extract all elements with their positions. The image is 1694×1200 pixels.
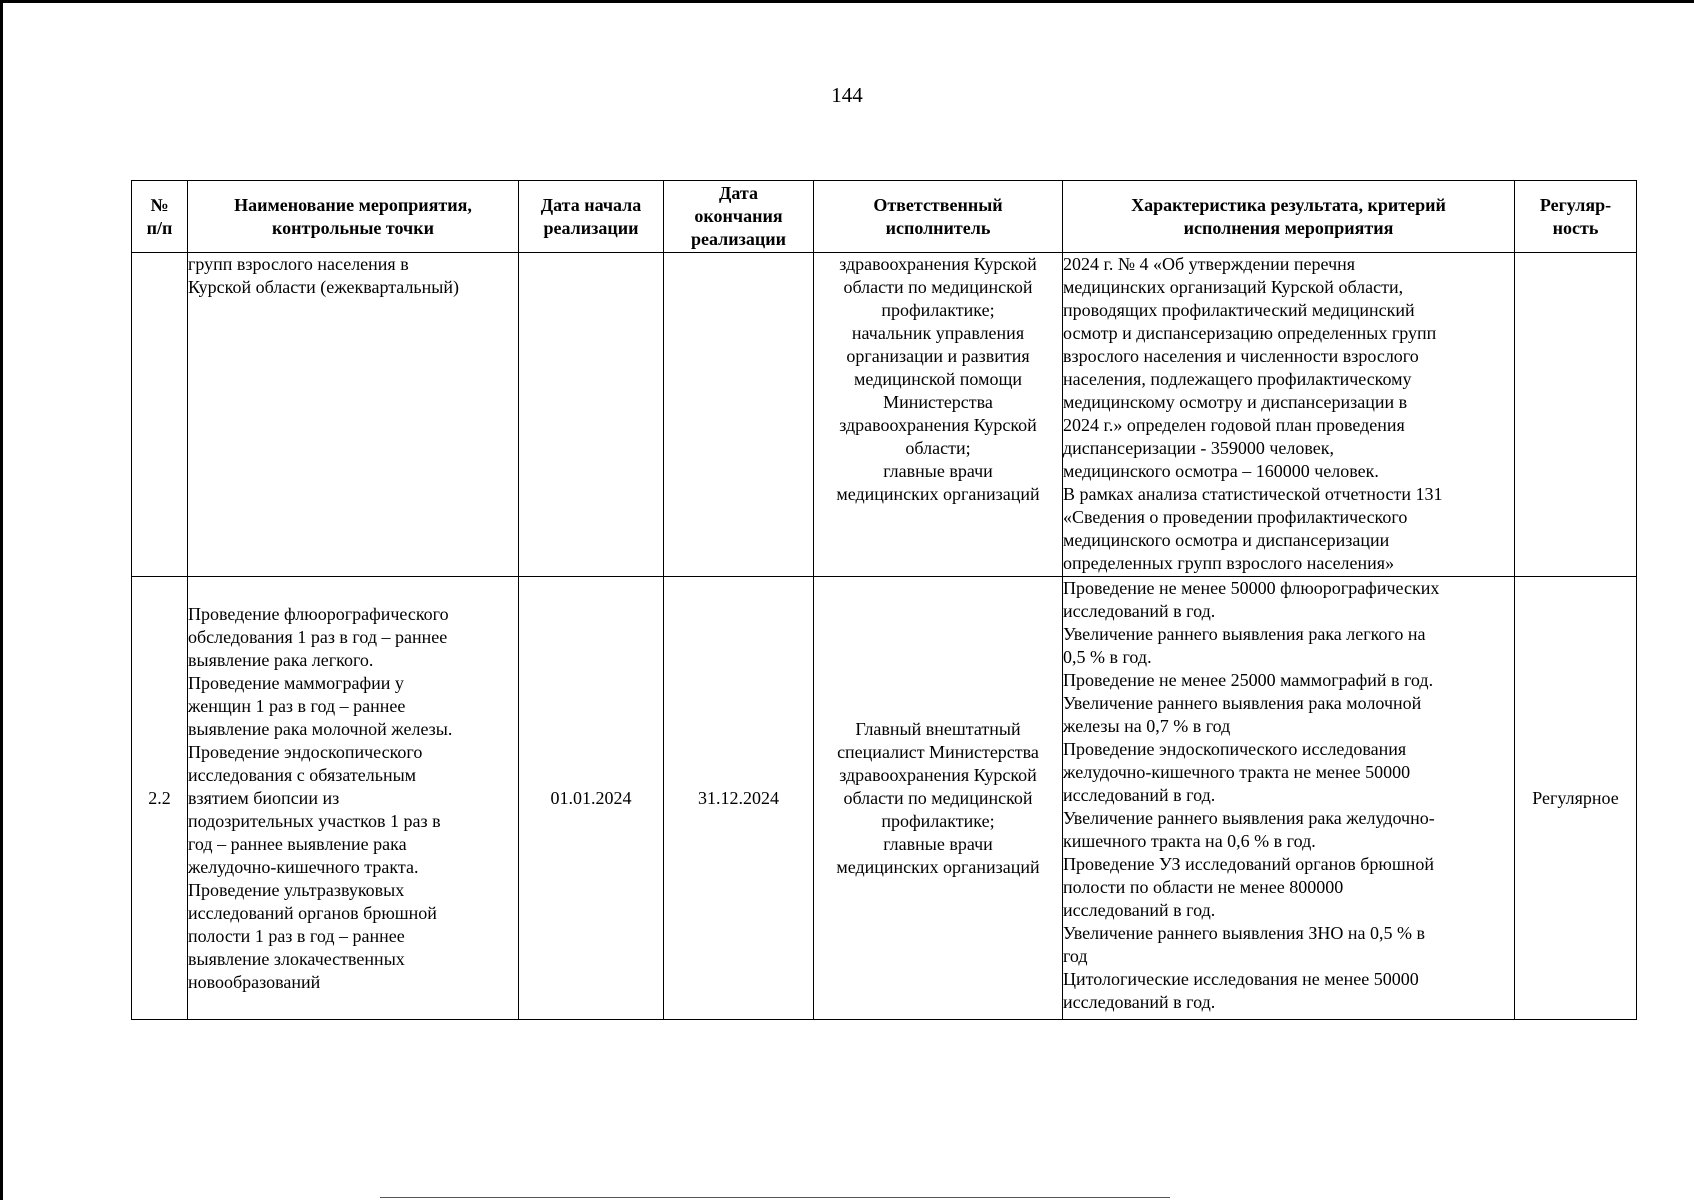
header-result <box>1063 181 1515 253</box>
text-line: здравоохранения Курской <box>839 764 1037 785</box>
text-line: медицинской помощи <box>854 369 1022 389</box>
text-line: Характеристика результата, критерий <box>1131 194 1446 215</box>
text-line: Увеличение раннего выявления рака легкого на <box>1063 624 1426 644</box>
text-line: выявление рака молочной железы. <box>188 718 453 739</box>
text-line: исследований в год. <box>1063 900 1216 920</box>
text-line: профилактике; <box>881 810 995 831</box>
text-line: диспансеризации - 359000 человек, <box>1063 438 1335 458</box>
text-line: новообразований <box>188 971 321 992</box>
header-executor <box>814 181 1063 253</box>
text-line: главные врачи <box>883 833 993 854</box>
text-line: Дата <box>719 183 758 203</box>
text-line: п/п <box>146 217 173 238</box>
text-line: Проведение не менее 50000 флюорографических <box>1063 578 1440 598</box>
text-line: желудочно-кишечного тракта. <box>188 856 419 877</box>
text-line: медицинских организаций Курской области, <box>1063 277 1404 297</box>
text-line: исполнитель <box>885 217 991 238</box>
text-line: специалист Министерства <box>837 741 1039 762</box>
text-line: Ответственный <box>873 194 1003 215</box>
row-start-date <box>519 253 664 577</box>
header-end-date <box>664 181 814 253</box>
scan-border-top <box>0 0 1694 3</box>
text-line: окончания <box>694 206 783 226</box>
row-result <box>1063 253 1515 577</box>
text-line: кишечного тракта на 0,6 % в год. <box>1063 831 1316 851</box>
text-line: исследования с обязательным <box>188 764 417 785</box>
row-name <box>188 253 519 577</box>
text-line: выявление рака легкого. <box>188 649 374 670</box>
text-line: Регуляр- <box>1539 194 1612 215</box>
text-line: В рамках анализа статистической отчетности 131 <box>1063 484 1443 504</box>
text-line: Увеличение раннего выявления рака желудочно- <box>1063 808 1435 828</box>
text-line: контрольные точки <box>272 217 434 238</box>
row-end-date: 31.12.2024 <box>664 577 814 1020</box>
text-line: 2024 г.» определен годовой план проведения <box>1063 415 1405 435</box>
header-start-date <box>519 181 664 253</box>
text-line: главные врачи <box>883 461 993 481</box>
text-line: медицинских организаций <box>836 484 1040 504</box>
text-line: полости 1 раз в год – раннее <box>188 925 405 946</box>
text-line: исследований в год. <box>1063 992 1216 1012</box>
row-end-date <box>664 253 814 577</box>
measures-table <box>131 180 1637 1020</box>
text-line: ность <box>1552 217 1599 238</box>
text-line: медицинских организаций <box>836 856 1040 877</box>
table-header-row <box>132 181 1637 253</box>
text-line: Цитологические исследования не менее 50000 <box>1063 969 1419 989</box>
text-line: исследований в год. <box>1063 601 1216 621</box>
text-line: год – раннее выявление рака <box>188 833 407 854</box>
text-line: обследования 1 раз в год – раннее <box>188 626 448 647</box>
text-line: медицинского осмотра и диспансеризации <box>1063 530 1390 550</box>
text-line: Курской области (ежеквартальный) <box>188 277 459 297</box>
row-executor <box>814 577 1063 1020</box>
header-name <box>188 181 519 253</box>
text-line: Дата начала <box>540 194 642 215</box>
text-line: области по медицинской <box>843 787 1033 808</box>
text-line: Проведение УЗ исследований органов брюшной <box>1063 854 1434 874</box>
text-line: Увеличение раннего выявления рака молочной <box>1063 693 1422 713</box>
text-line: 2024 г. № 4 «Об утверждении перечня <box>1063 254 1356 274</box>
text-line: реализации <box>543 217 639 238</box>
text-line: определенных групп взрослого населения» <box>1063 553 1395 573</box>
text-line: медицинского осмотра – 160000 человек. <box>1063 461 1379 481</box>
text-line: год <box>1063 946 1088 966</box>
text-line: Проведение эндоскопического <box>188 741 423 762</box>
text-line: взрослого населения и численности взрослого <box>1063 346 1419 366</box>
text-line: Проведение эндоскопического исследования <box>1063 739 1407 759</box>
row-num <box>132 253 188 577</box>
row-regularity: Регулярное <box>1515 577 1637 1020</box>
text-line: медицинскому осмотру и диспансеризации в <box>1063 392 1408 412</box>
text-line: «Сведения о проведении профилактического <box>1063 507 1408 527</box>
table-row <box>132 577 1637 1020</box>
text-line: профилактике; <box>881 300 995 320</box>
text-line: области по медицинской <box>843 277 1033 297</box>
text-line: Увеличение раннего выявления ЗНО на 0,5 % в <box>1063 923 1425 943</box>
text-line: Проведение маммографии у <box>188 672 404 693</box>
text-line: исполнения мероприятия <box>1183 217 1394 238</box>
row-num: 2.2 <box>132 577 188 1020</box>
text-line: здравоохранения Курской <box>839 254 1037 274</box>
scan-border-left <box>0 0 3 1200</box>
text-line: Проведение флюорографического <box>188 603 449 624</box>
text-line: исследований органов брюшной <box>188 902 437 923</box>
text-line: взятием биопсии из <box>188 787 340 808</box>
row-start-date: 01.01.2024 <box>519 577 664 1020</box>
text-line: 0,5 % в год. <box>1063 647 1152 667</box>
text-line: групп взрослого населения в <box>188 254 409 274</box>
text-line: Наименование мероприятия, <box>234 194 472 215</box>
text-line: исследований в год. <box>1063 785 1216 805</box>
text-line: полости по области не менее 800000 <box>1063 877 1344 897</box>
text-line: реализации <box>691 229 786 249</box>
text-line: железы на 0,7 % в год <box>1063 716 1231 736</box>
text-line: выявление злокачественных <box>188 948 405 969</box>
text-line: начальник управления <box>851 323 1025 343</box>
text-line: женщин 1 раз в год – раннее <box>188 695 406 716</box>
row-regularity <box>1515 253 1637 577</box>
scan-line-bottom <box>380 1197 1170 1198</box>
page-number: 144 <box>831 83 863 107</box>
row-name <box>188 577 519 1020</box>
text-line: области; <box>905 438 971 458</box>
text-line: осмотр и диспансеризацию определенных групп <box>1063 323 1437 343</box>
header-regularity <box>1515 181 1637 253</box>
text-line: Министерства <box>883 392 993 412</box>
text-line: здравоохранения Курской <box>839 415 1037 435</box>
text-line: Проведение не менее 25000 маммографий в год. <box>1063 670 1434 690</box>
text-line: проводящих профилактический медицинский <box>1063 300 1415 320</box>
text-line: подозрительных участков 1 раз в <box>188 810 441 831</box>
table-row <box>132 253 1637 577</box>
header-num <box>132 181 188 253</box>
text-line: населения, подлежащего профилактическому <box>1063 369 1412 389</box>
row-executor <box>814 253 1063 577</box>
text-line: Проведение ультразвуковых <box>188 879 405 900</box>
text-line: желудочно-кишечного тракта не менее 50000 <box>1063 762 1411 782</box>
text-line: Главный внештатный <box>855 718 1021 739</box>
text-line: организации и развития <box>846 346 1030 366</box>
row-result <box>1063 577 1515 1020</box>
text-line: № <box>150 194 169 215</box>
